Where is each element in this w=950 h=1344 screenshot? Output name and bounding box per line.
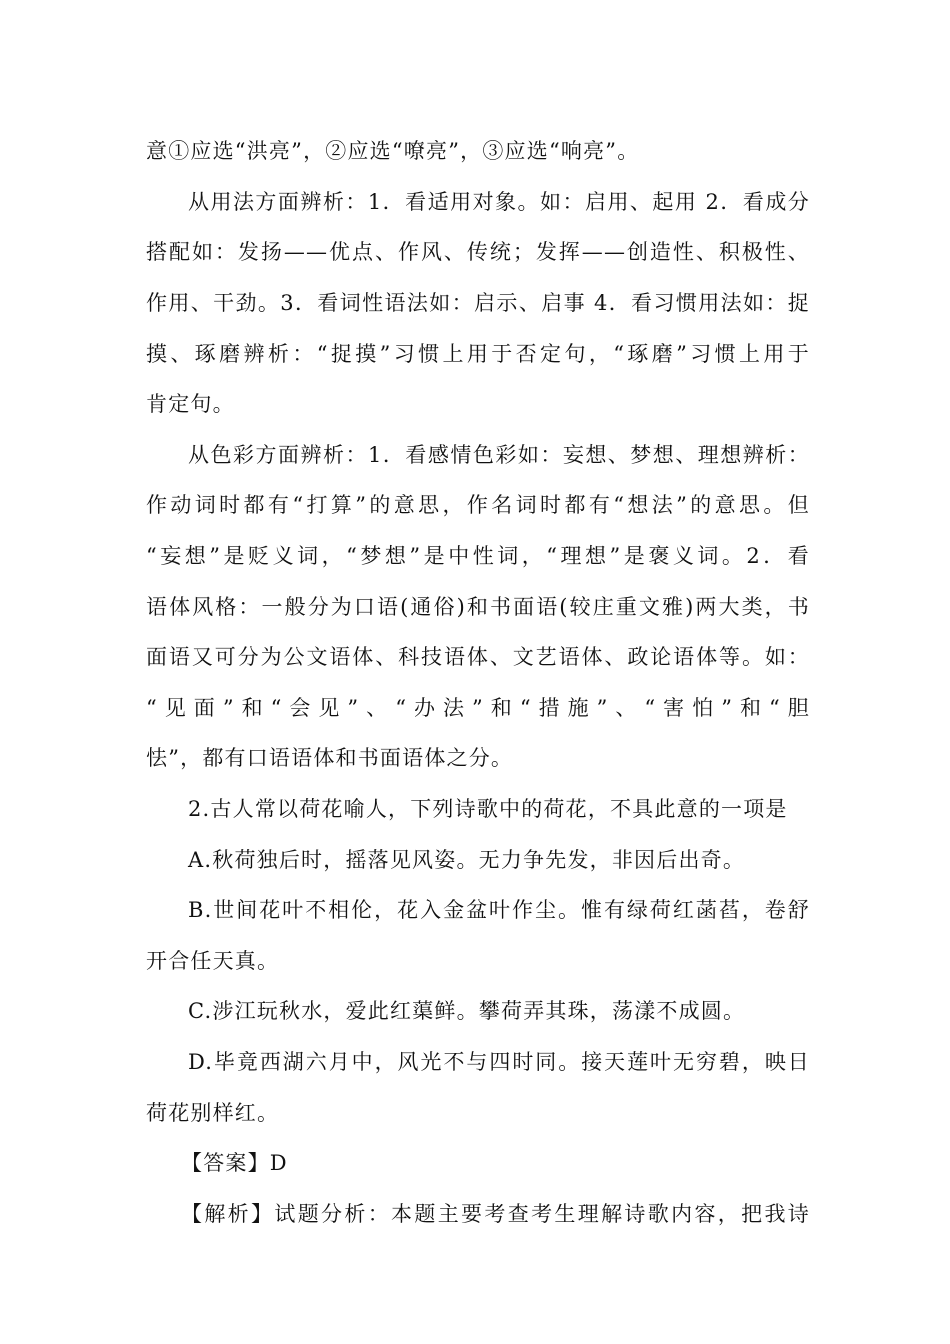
option-b-line-2: 开合任天真。 [146,949,280,973]
text-line-2: 从用法方面辨析：1．看适用对象。如：启用、起用 2．看成分 [188,190,810,214]
text-line-5: 摸、琢磨辨析：“捉摸”习惯上用于否定句，“琢磨”习惯上用于 [146,342,810,366]
analysis-line: 【解析】试题分析：本题主要考查考生理解诗歌内容，把我诗 [181,1202,810,1226]
text-line-9: “妄想”是贬义词，“梦想”是中性词，“理想”是褒义词。2．看 [146,544,810,568]
text-line-1: 意①应选“洪亮”，②应选“嘹亮”，③应选“响亮”。 [146,139,640,163]
answer-line: 【答案】D [181,1151,288,1175]
text-line-13: 怯”，都有口语语体和书面语体之分。 [146,746,514,770]
option-c: C.涉江玩秋水，爱此红蕖鲜。攀荷弄其珠，荡漾不成圆。 [188,999,746,1023]
text-line-6: 肯定句。 [146,392,235,416]
option-d-line-1: D.毕竟西湖六月中，风光不与四时同。接天莲叶无穷碧，映日 [188,1050,810,1074]
text-line-8: 作动词时都有“打算”的意思，作名词时都有“想法”的意思。但 [146,493,810,517]
option-d-line-2: 荷花别样红。 [146,1101,280,1125]
question-2-stem: 2.古人常以荷花喻人，下列诗歌中的荷花，不具此意的一项是 [188,797,788,821]
text-line-3: 搭配如：发扬——优点、作风、传统；发挥——创造性、积极性、 [146,240,810,264]
text-line-12: “见面”和“会见”、“办法”和“措施”、“害怕”和“胆 [146,696,810,720]
text-line-11: 面语又可分为公文语体、科技语体、文艺语体、政论语体等。如： [146,645,810,669]
text-line-10: 语体风格：一般分为口语(通俗)和书面语(较庄重文雅)两大类，书 [146,595,810,619]
option-b-line-1: B.世间花叶不相伦，花入金盆叶作尘。惟有绿荷红菡萏，卷舒 [188,898,810,922]
text-line-7: 从色彩方面辨析：1．看感情色彩如：妄想、梦想、理想辨析： [188,443,810,467]
text-line-4: 作用、干劲。3．看词性语法如：启示、启事 4．看习惯用法如：捉 [146,291,810,315]
option-a: A.秋荷独后时，摇落见风姿。无力争先发，非因后出奇。 [188,848,746,872]
